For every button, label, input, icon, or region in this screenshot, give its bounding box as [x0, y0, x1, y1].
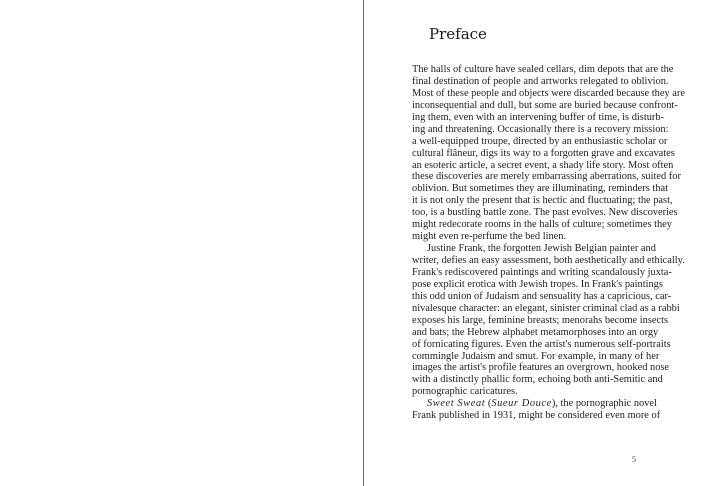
- text-line: oblivion. But sometimes they are illuminating, reminders that: [412, 183, 668, 195]
- right-page: [364, 0, 728, 486]
- text-line: might even re-perfume the bed linen.: [412, 231, 567, 243]
- text-line: cultural flâneur, digs its way to a forgotten grave and excavates: [412, 147, 675, 159]
- text-line: Most of these people and objects were discarded because they are: [412, 87, 685, 99]
- text-line: exposes his large, feminine breasts; menorahs become insects: [412, 314, 669, 326]
- text-line: too, is a bustling battle zone. The past evolves. New discoveries: [412, 207, 678, 219]
- text-line: pose explicit erotica with Jewish tropes. In Frank's paintings: [412, 278, 663, 290]
- book-title: Sweet Sweat: [427, 398, 486, 410]
- chapter-title: Preface: [429, 25, 487, 43]
- text-line: pornographic caricatures.: [412, 386, 518, 398]
- page-number: 5: [632, 455, 636, 464]
- text-line: with a distinctly phallic form, echoing both anti-Semitic and: [412, 374, 663, 386]
- text-fragment: (: [485, 398, 492, 410]
- text-line: an esoteric article, a secret event, a shady life story. Most often: [412, 159, 674, 171]
- text-fragment: ), the pornographic novel: [551, 398, 657, 410]
- text-line: images the artist's profile features an overgrown, hooked nose: [412, 362, 670, 374]
- text-line: final destination of people and artworks relegated to oblivion.: [412, 75, 669, 87]
- text-line: ing and threatening. Occasionally there is a recovery mission:: [412, 123, 669, 135]
- original-book-title: Sueur Douce: [491, 398, 552, 410]
- text-line: of fornicating figures. Even the artist's numerous self-portraits: [412, 338, 671, 350]
- text-line: might redecorate rooms in the halls of culture; sometimes they: [412, 219, 672, 231]
- text-line: it is not only the present that is hectic and fluctuating; the past,: [412, 195, 673, 207]
- text-line: this odd union of Judaism and sensuality has a capricious, car-: [412, 290, 672, 302]
- text-line: and bats; the Hebrew alphabet metamorphoses into an orgy: [412, 326, 659, 338]
- body-text: [412, 64, 685, 422]
- text-line: a well-equipped troupe, directed by an enthusiastic scholar or: [412, 135, 668, 147]
- text-line: these discoveries are merely embarrassing aberrations, suited for: [412, 171, 681, 183]
- text-line: writer, defies an easy assessment, both aesthetically and ethically.: [412, 255, 685, 266]
- text-line: Frank published in 1931, might be considered even more of: [412, 410, 661, 422]
- text-line: commingle Judaism and smut. For example, in many of her: [412, 350, 660, 362]
- text-line: inconsequential and dull, but some are buried because confront-: [412, 99, 678, 111]
- text-line: Frank's rediscovered paintings and writing scandalously juxta-: [412, 266, 672, 278]
- text-line: Justine Frank, the forgotten Jewish Belgian painter and: [427, 243, 656, 255]
- text-line: ing them, even with an intervening buffer of time, is disturb-: [412, 111, 665, 123]
- text-line: The halls of culture have sealed cellars, dim depots that are the: [412, 64, 674, 75]
- text-line-with-titles: [412, 398, 657, 410]
- text-line: nivalesque character: an elegant, sinister criminal clad as a rabbi: [412, 302, 680, 314]
